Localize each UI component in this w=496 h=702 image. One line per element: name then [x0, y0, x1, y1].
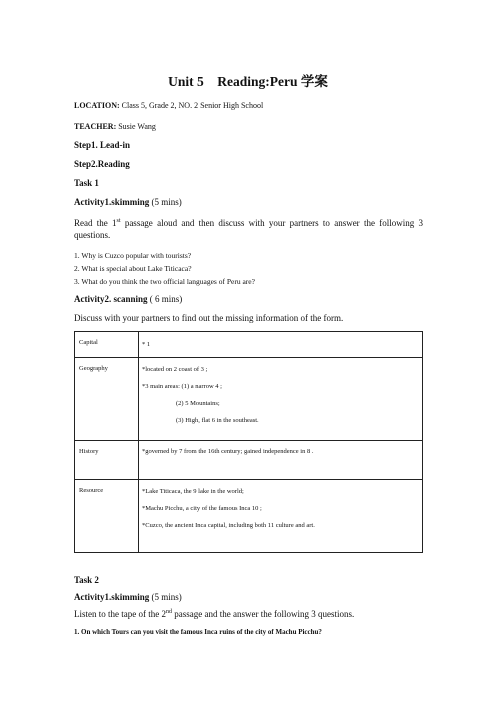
- step2-heading: Step2.Reading: [74, 159, 130, 169]
- form-row-resource: [75, 480, 423, 553]
- task2-activity1-title: Activity1.skimming: [74, 592, 150, 602]
- task2-heading: Task 2: [74, 575, 99, 585]
- form-row-capital: [75, 332, 423, 358]
- form-line: * 1: [142, 341, 151, 348]
- teacher-label: TEACHER:: [74, 122, 117, 131]
- form-content-capital: [139, 332, 423, 358]
- form-content-history: [139, 441, 423, 480]
- teacher-line: [74, 122, 156, 131]
- form-label-history: History: [75, 441, 139, 480]
- form-line: *located on 2 coast of 3 ;: [142, 366, 208, 373]
- task1-heading: Task 1: [74, 178, 99, 188]
- instruction-text-a: Listen to the tape of the 2: [74, 609, 166, 619]
- task1-activity1-time: (5 mins): [151, 197, 182, 207]
- location-line: [74, 101, 263, 110]
- instruction-superscript: nd: [165, 609, 172, 615]
- form-line: *governed by 7 from the 16th century; gained independence in 8 .: [142, 448, 314, 455]
- location-value: Class 5, Grade 2, NO. 2 Senior High School: [121, 101, 264, 110]
- task2-instruction: [74, 609, 354, 619]
- form-line: *Lake Titicaca, the 9 lake in the world;: [142, 488, 244, 495]
- task1-activity2-time: ( 6 mins): [149, 294, 183, 304]
- task2-activity1-time: (5 mins): [151, 592, 182, 602]
- task1-activity1-title: Activity1.skimming: [74, 197, 150, 207]
- form-line: *Machu Picchu, a city of the famous Inca 10 ;: [142, 505, 262, 512]
- form-content-resource: [139, 480, 423, 553]
- form-line: *Cuzco, the ancient Inca capital, including both 11 culture and art.: [142, 522, 315, 529]
- task1-activity2-heading: [74, 294, 182, 304]
- task1-activity2-instruction: Discuss with your partners to find out the missing information of the form.: [74, 313, 344, 323]
- task1-question-1: 1. Why is Cuzco popular with tourists?: [74, 251, 192, 260]
- form-row-history: [75, 441, 423, 480]
- task2-question-1: 1. On which Tours can you visit the famous Inca ruins of the city of Machu Picchu?: [74, 628, 322, 636]
- form-line: (3) High, flat 6 in the southeast.: [176, 417, 259, 424]
- form-row-geography: [75, 358, 423, 441]
- instruction-text-b: passage aloud and then discuss with your partners to answer the following 3 questions.: [74, 218, 423, 240]
- instruction-text-a: Read the 1: [74, 218, 117, 228]
- step1-heading: Step1. Lead-in: [74, 140, 131, 150]
- missing-info-form: [74, 331, 423, 553]
- task1-activity1-heading: [74, 197, 182, 207]
- instruction-superscript: st: [116, 218, 121, 224]
- form-line: *3 main areas: (1) a narrow 4 ;: [142, 383, 222, 390]
- instruction-text-b: passage and the answer the following 3 questions.: [171, 609, 355, 619]
- task2-activity1-heading: [74, 592, 182, 602]
- page-title: Unit 5 Reading:Peru 学案: [168, 74, 328, 89]
- task1-question-2: 2. What is special about Lake Titicaca?: [74, 264, 192, 273]
- form-label-capital: Capital: [75, 332, 139, 358]
- task1-activity2-title: Activity2. scanning: [74, 294, 148, 304]
- form-line: (2) 5 Mountains;: [176, 400, 220, 407]
- form-label-resource: Resource: [75, 480, 139, 553]
- task1-question-3: 3. What do you think the two official languages of Peru are?: [74, 277, 255, 286]
- form-label-geography: Geography: [75, 358, 139, 441]
- teacher-value: Susie Wang: [118, 122, 156, 131]
- task1-instruction: [74, 215, 423, 241]
- form-content-geography: [139, 358, 423, 441]
- location-label: LOCATION:: [74, 101, 120, 110]
